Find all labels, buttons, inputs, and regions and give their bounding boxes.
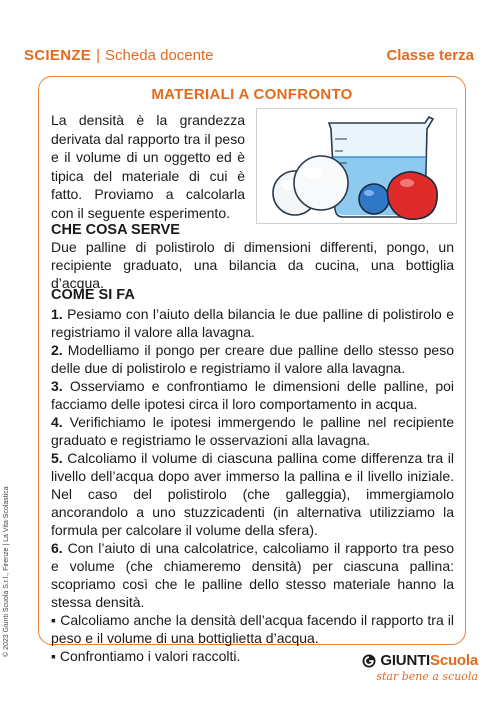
step-item (51, 449, 454, 539)
step-item (51, 305, 454, 341)
materials-text: Due palline di polistirolo di dimensioni differenti, pongo, un recipiente graduato, una bilancia da cucina, una bottiglia d’acqua. (51, 239, 454, 291)
step-text: Modelliamo il pongo per creare due palline dello stesso peso delle due di polistirolo e registriamo il valore alla lavagna. (51, 342, 454, 376)
header-left (24, 47, 213, 64)
step-item (51, 377, 454, 413)
logo-brand (380, 652, 478, 669)
bullet-marker: ▪ (51, 648, 56, 664)
bullet-item (51, 611, 454, 647)
step-number: 6. (51, 540, 63, 556)
materials-title: CHE COSA SERVE (51, 222, 180, 238)
grade-label: Classe terza (386, 46, 474, 64)
step-text: Pesiamo con l’aiuto della bilancia le due palline di polistirolo e registriamo il valore alla lavagna. (51, 306, 454, 340)
card-title: MATERIALI A CONFRONTO (151, 86, 353, 103)
step-item (51, 539, 454, 611)
header-separator: | (96, 46, 101, 64)
step-number: 5. (51, 450, 63, 466)
page-header (24, 42, 474, 68)
step-number: 4. (51, 414, 63, 430)
sheet-label: Scheda docente (105, 46, 214, 64)
intro-paragraph: La densità è la grandezza derivata dal rapporto tra il peso e il volume di un oggetto ed è tipica del materiale di cui è fatto. Proviamo a calcolarla con il seguente esperimento. (51, 112, 245, 221)
step-text: Confrontiamo i valori raccolti. (59, 648, 241, 664)
step-number: 3. (51, 378, 63, 394)
subject-label: SCIENZE (24, 46, 92, 64)
step-text: Calcoliamo il volume di ciascuna pallina come differenza tra il livello dell’acqua dopo aver immerso la pallina e il livello iniziale. Nel caso del polistirolo (che galleggia), immergiamolo ancorandolo a uno stuzzicadenti (in alternativa utilizziamo la formula per calcolare il volume della sfera). (51, 450, 454, 538)
logo-main-line (318, 652, 478, 669)
step-number: 2. (51, 342, 63, 358)
step-text: Calcoliamo anche la densità dell’acqua facendo il rapporto tra il peso e il volume di una bottiglietta d’acqua. (51, 612, 455, 646)
step-text: Con l’aiuto di una calcolatrice, calcoliamo il rapporto tra peso e volume (che chiameremo densità) per ciascuna pallina: scopriamo così che le palline dello stesso materiale hanno la stessa densità. (51, 540, 454, 610)
step-item (51, 413, 454, 449)
publisher-logo (318, 652, 478, 692)
brand-accent: Scuola (430, 652, 478, 669)
method-title: COME SI FA (51, 287, 135, 303)
step-text: Verifichiamo le ipotesi immergendo le palline nel recipiente graduato e registriamo le osservazioni alla lavagna. (51, 414, 454, 448)
method-steps (51, 305, 454, 665)
beaker-and-balls-illustration (257, 109, 456, 223)
brand-main: GIUNTI (380, 652, 431, 669)
step-item (51, 341, 454, 377)
bullet-marker: ▪ (51, 612, 57, 628)
step-text: Osserviamo e confrontiamo le dimensioni delle palline, poi facciamo delle ipotesi circa il loro comportamento in acqua. (51, 378, 454, 412)
experiment-illustration (256, 108, 457, 224)
giunti-mark-icon (362, 654, 376, 668)
copyright-notice: © 2023 Giunti Scuola S.r.l., Firenze | La Vita Scolastica (3, 486, 10, 657)
logo-tagline: star bene a scuola (376, 670, 478, 683)
step-number: 1. (51, 306, 63, 322)
